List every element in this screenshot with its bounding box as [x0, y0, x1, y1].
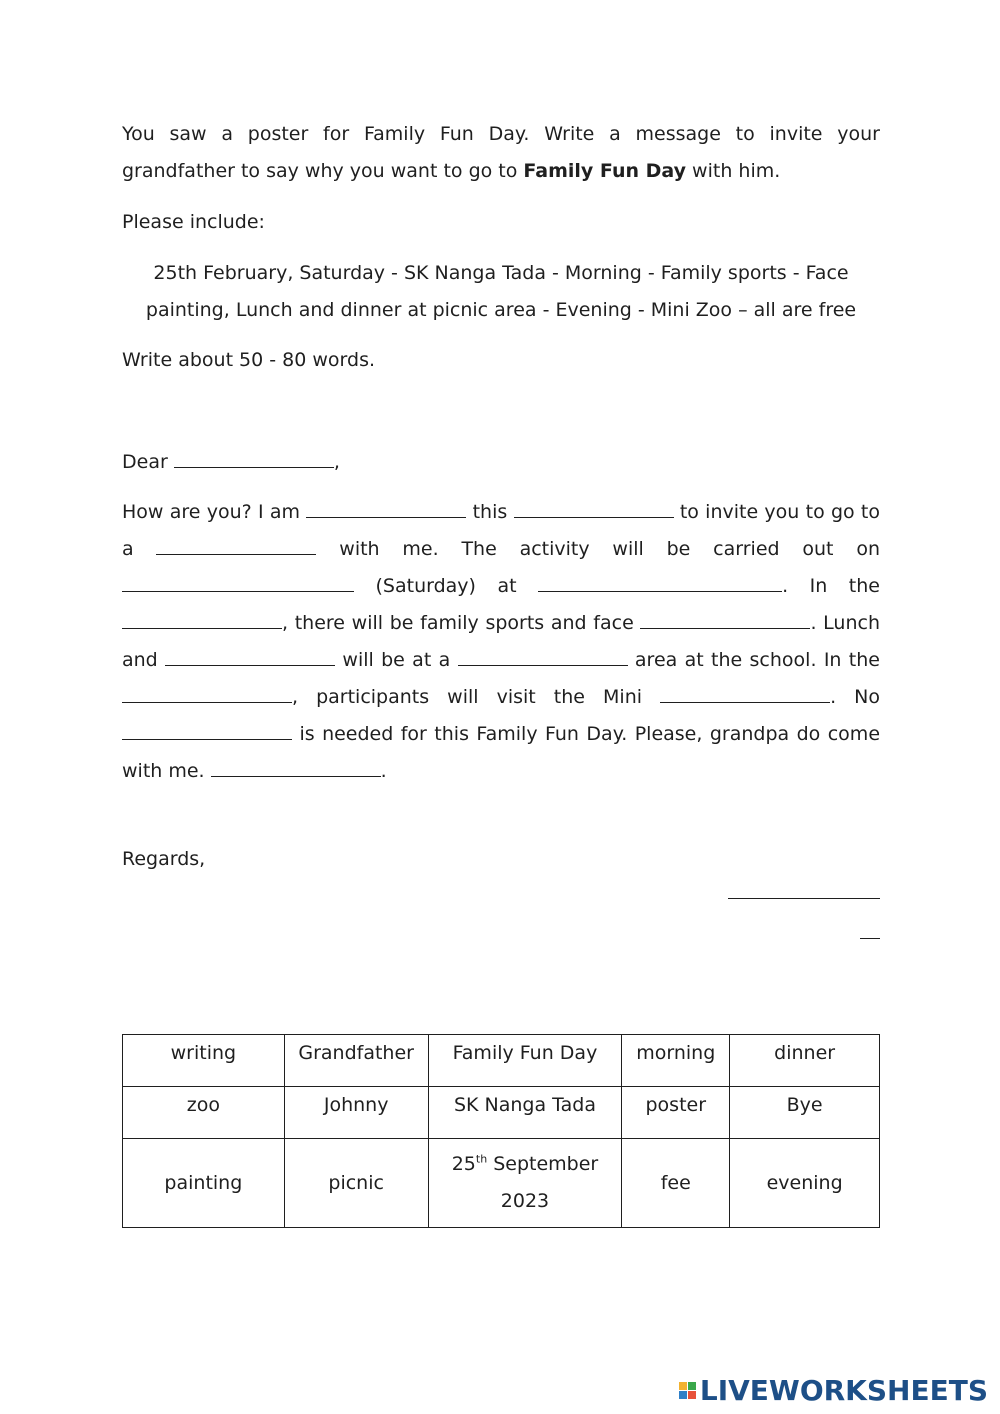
blank-recipient[interactable]	[174, 447, 334, 468]
blank-13[interactable]	[211, 756, 381, 777]
logo-square	[688, 1382, 696, 1390]
signature-line[interactable]	[728, 898, 880, 899]
blank-6[interactable]	[122, 608, 282, 629]
include-details-line-2: painting, Lunch and dinner at picnic area - Evening - Mini Zoo – all are free	[145, 299, 857, 321]
letter-line-1: How are you? I am this to invite you to go to	[122, 494, 880, 531]
word-cell: poster	[622, 1087, 730, 1139]
word-cell: dinner	[730, 1035, 880, 1087]
word-cell: fee	[622, 1139, 730, 1228]
blank-4[interactable]	[122, 571, 354, 592]
word-cell: Grandfather	[284, 1035, 428, 1087]
word-cell: Johnny	[284, 1087, 428, 1139]
letter-line-8: with me. .	[122, 753, 880, 790]
letter-line-7: is needed for this Family Fun Day. Please, grandpa do come	[122, 716, 880, 753]
blank-11[interactable]	[660, 682, 830, 703]
word-cell: Bye	[730, 1087, 880, 1139]
liveworksheets-logo-icon	[679, 1382, 696, 1399]
liveworksheets-logo	[679, 1374, 988, 1407]
word-count-instruction: Write about 50 - 80 words.	[122, 349, 376, 371]
word-cell: zoo	[123, 1087, 285, 1139]
letter-line-2: a with me. The activity will be carried out on	[122, 531, 880, 568]
logo-square	[688, 1391, 696, 1399]
word-cell: painting	[123, 1139, 285, 1228]
word-bank-row	[123, 1139, 880, 1228]
letter-line-3: (Saturday) at . In the	[122, 568, 880, 605]
word-cell: picnic	[284, 1139, 428, 1228]
logo-square	[679, 1391, 687, 1399]
letter-line-6: , participants will visit the Mini . No	[122, 679, 880, 716]
word-cell: writing	[123, 1035, 285, 1087]
blank-5[interactable]	[538, 571, 782, 592]
word-cell: SK Nanga Tada	[428, 1087, 622, 1139]
word-bank-table	[122, 1034, 880, 1228]
instruction-paragraph: You saw a poster for Family Fun Day. Write a message to invite your grandfather to say why you want to go to Family Fun Day with him.	[122, 123, 880, 182]
word-bank-row	[123, 1087, 880, 1139]
blank-1[interactable]	[306, 497, 466, 518]
letter-line-5: and will be at a area at the school. In the	[122, 642, 880, 679]
family-fun-day-bold: Family Fun Day	[523, 160, 687, 182]
signature-short-line	[860, 938, 880, 939]
word-bank-row	[123, 1035, 880, 1087]
blank-8[interactable]	[165, 645, 335, 666]
include-details-line-1: 25th February, Saturday - SK Nanga Tada - Morning - Family sports - Face	[153, 262, 849, 284]
please-include-label: Please include:	[122, 211, 265, 233]
blank-7[interactable]	[640, 608, 810, 629]
word-cell: Family Fun Day	[428, 1035, 622, 1087]
letter-greeting: Dear ,	[122, 444, 880, 481]
liveworksheets-logo-text: LIVEWORKSHEETS	[699, 1374, 988, 1407]
blank-9[interactable]	[458, 645, 628, 666]
word-cell: evening	[730, 1139, 880, 1228]
word-cell: morning	[622, 1035, 730, 1087]
blank-12[interactable]	[122, 719, 292, 740]
word-cell-date: 25th September 2023	[428, 1139, 622, 1228]
letter-closing: Regards,	[122, 848, 206, 870]
blank-2[interactable]	[514, 497, 674, 518]
blank-10[interactable]	[122, 682, 292, 703]
blank-3[interactable]	[156, 534, 316, 555]
letter-line-4: , there will be family sports and face . Lunch	[122, 605, 880, 642]
logo-square	[679, 1382, 687, 1390]
